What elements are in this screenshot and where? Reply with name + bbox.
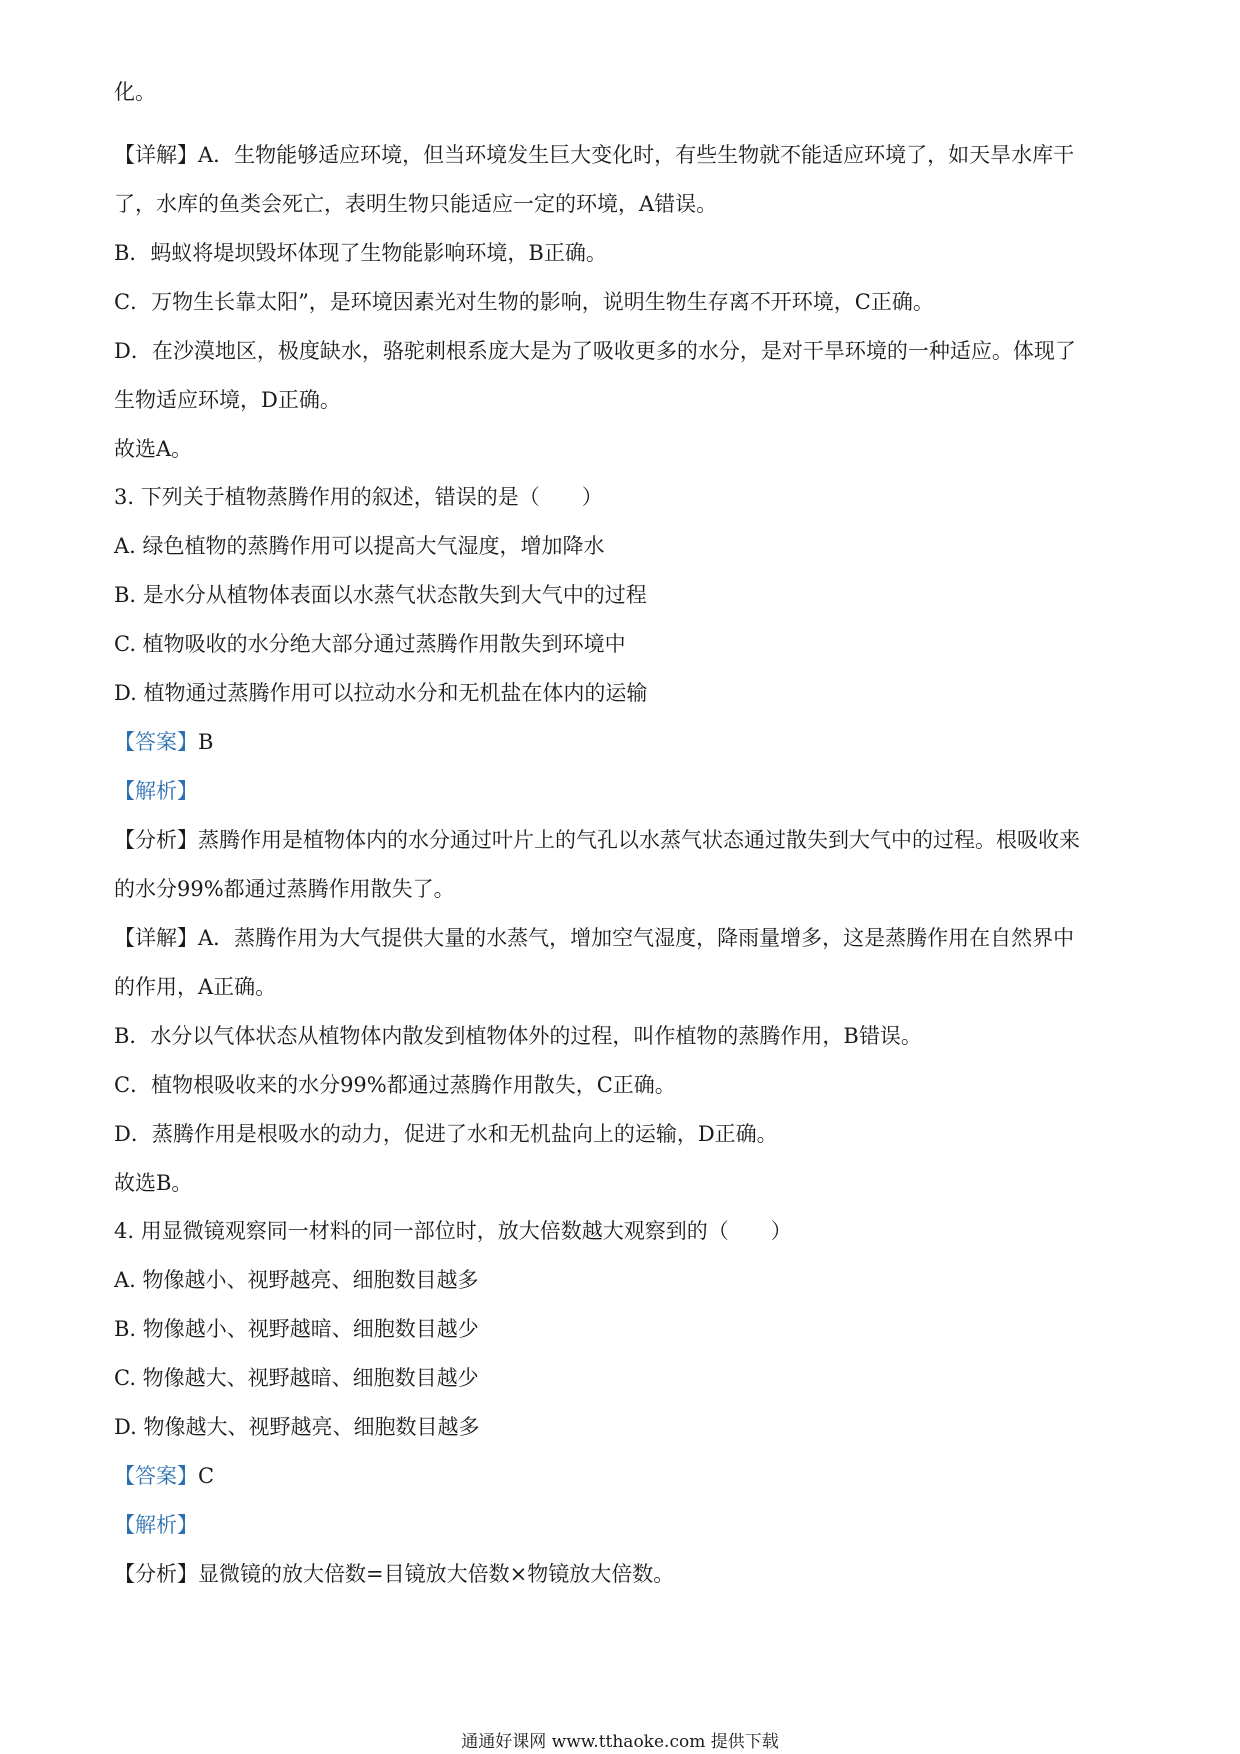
text-line — [114, 532, 605, 560]
line-text: A. 绿色植物的蒸腾作用可以提高大气湿度，增加降水 — [114, 534, 605, 558]
line-text: B. 是水分从植物体表面以水蒸气状态散失到大气中的过程 — [114, 583, 647, 607]
line-text: 3. 下列关于植物蒸腾作用的叙述，错误的是（ ） — [114, 485, 603, 509]
section-label: 【解析】 — [114, 1513, 198, 1537]
text-line — [114, 239, 607, 267]
text-line — [114, 190, 717, 218]
text-line — [114, 777, 198, 805]
line-text: C．植物根吸收来的水分99%都通过蒸腾作用散失，C正确。 — [114, 1073, 676, 1097]
line-text: C．万物生长靠太阳”，是环境因素光对生物的影响，说明生物生存离不开环境，C正确。 — [114, 290, 934, 314]
text-line — [114, 483, 603, 511]
text-line — [114, 875, 455, 903]
line-text: 了，水库的鱼类会死亡，表明生物只能适应一定的环境，A错误。 — [114, 192, 718, 216]
page-footer: 通通好课网 www.tthaoke.com 提供下载 — [461, 1732, 779, 1752]
line-text: 化。 — [114, 80, 156, 104]
text-line — [114, 141, 1074, 169]
line-text: A. 物像越小、视野越亮、细胞数目越多 — [114, 1268, 479, 1292]
line-text: 生物适应环境，D正确。 — [114, 388, 341, 412]
line-text: 的水分99%都通过蒸腾作用散失了。 — [114, 877, 455, 901]
text-line — [114, 1413, 479, 1441]
section-label: 【答案】 — [114, 1464, 198, 1488]
text-line — [114, 337, 1076, 365]
text-line — [114, 1364, 479, 1392]
text-line — [114, 826, 1080, 854]
text-line — [114, 1071, 676, 1099]
line-text: 【分析】显微镜的放大倍数=目镜放大倍数×物镜放大倍数。 — [114, 1562, 675, 1586]
text-line — [114, 386, 341, 414]
line-text: D．蒸腾作用是根吸水的动力，促进了水和无机盐向上的运输，D正确。 — [114, 1122, 778, 1146]
line-text: B. 物像越小、视野越暗、细胞数目越少 — [114, 1317, 479, 1341]
line-text: 故选A。 — [114, 437, 193, 461]
line-text: 【详解】A．蒸腾作用为大气提供大量的水蒸气，增加空气湿度，降雨量增多，这是蒸腾作用在自然界中 — [114, 926, 1075, 950]
text-line — [114, 435, 192, 463]
text-line — [114, 1560, 674, 1588]
text-line — [114, 78, 156, 106]
line-text: C. 植物吸收的水分绝大部分通过蒸腾作用散失到环境中 — [114, 632, 626, 656]
section-label: 【答案】 — [114, 730, 198, 754]
text-line — [114, 728, 213, 756]
text-line — [114, 1462, 214, 1490]
line-text: D. 植物通过蒸腾作用可以拉动水分和无机盐在体内的运输 — [114, 681, 648, 705]
text-line — [114, 630, 626, 658]
section-label: 【解析】 — [114, 779, 198, 803]
text-line — [114, 1511, 198, 1539]
line-text: C — [198, 1464, 215, 1488]
line-text: C. 物像越大、视野越暗、细胞数目越少 — [114, 1366, 479, 1390]
line-text: D．在沙漠地区，极度缺水，骆驼刺根系庞大是为了吸收更多的水分，是对干旱环境的一种适应。体现了 — [114, 339, 1076, 363]
line-text: 4. 用显微镜观察同一材料的同一部位时，放大倍数越大观察到的（ ） — [114, 1219, 792, 1243]
line-text: 【分析】蒸腾作用是植物体内的水分通过叶片上的气孔以水蒸气状态通过散失到大气中的过程。根吸收来 — [114, 828, 1080, 852]
text-line — [114, 1315, 479, 1343]
line-text: 的作用，A正确。 — [114, 975, 277, 999]
text-line — [114, 1169, 192, 1197]
text-line — [114, 1120, 778, 1148]
text-line — [114, 288, 934, 316]
line-text: B — [198, 730, 214, 754]
line-text: D. 物像越大、视野越亮、细胞数目越多 — [114, 1415, 480, 1439]
text-line — [114, 1022, 922, 1050]
line-text: 【详解】A．生物能够适应环境，但当环境发生巨大变化时，有些生物就不能适应环境了，如天旱水库干 — [114, 143, 1075, 167]
text-line — [114, 973, 276, 1001]
line-text: B．水分以气体状态从植物体内散发到植物体外的过程，叫作植物的蒸腾作用，B错误。 — [114, 1024, 922, 1048]
line-text: 故选B。 — [114, 1171, 193, 1195]
line-text: B．蚂蚁将堤坝毁坏体现了生物能影响环境，B正确。 — [114, 241, 607, 265]
text-line — [114, 924, 1074, 952]
text-line — [114, 1266, 479, 1294]
text-line — [114, 679, 647, 707]
text-line — [114, 1217, 792, 1245]
text-line — [114, 581, 647, 609]
